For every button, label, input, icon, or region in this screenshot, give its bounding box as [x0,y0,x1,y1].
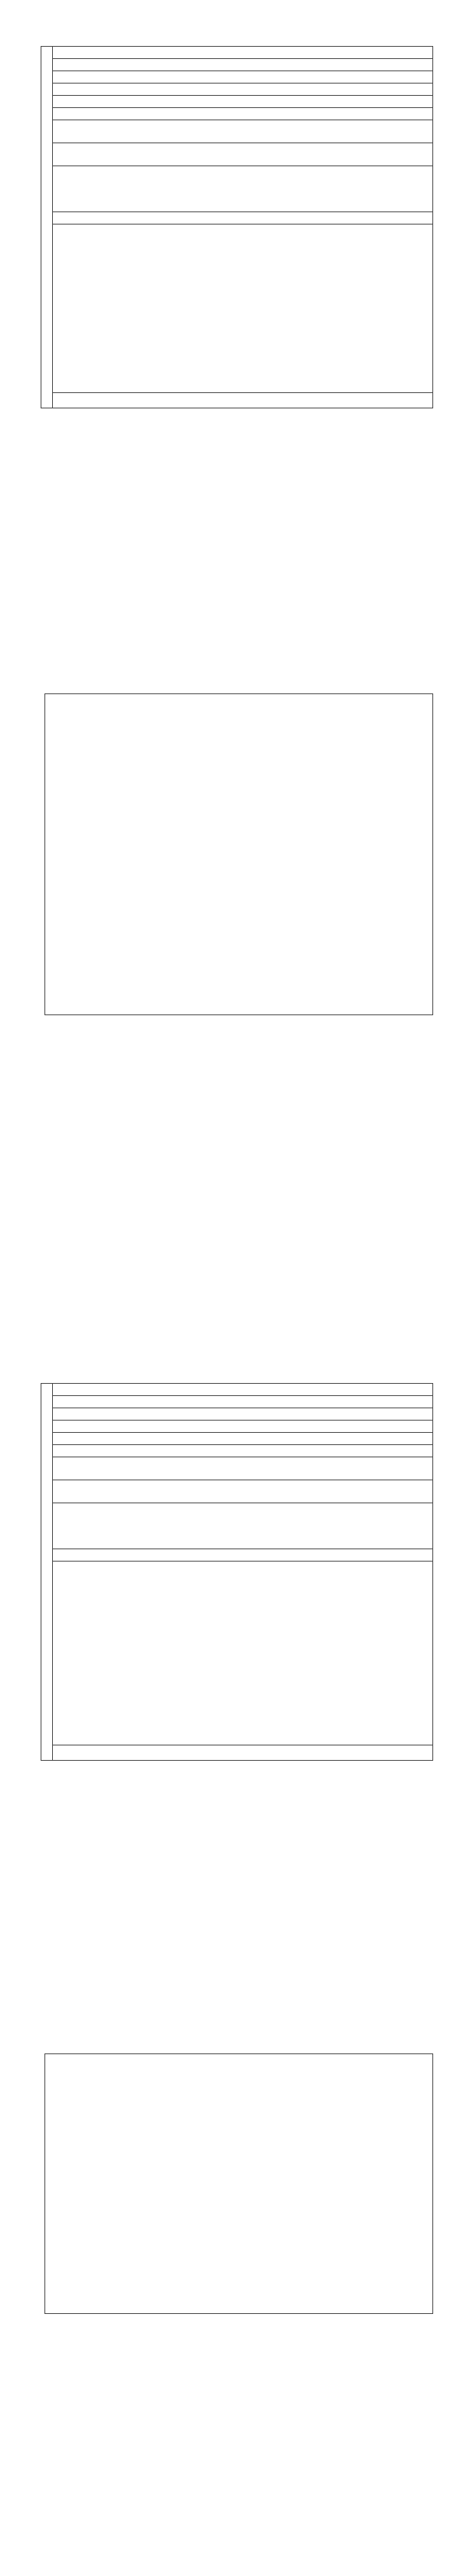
project-intro-blank [53,1562,433,1745]
program-special-field [53,71,433,84]
project-description-box [44,2053,433,2314]
fundraising-field [53,59,433,71]
row-sequence-number [41,47,53,408]
report-page-2 [0,1287,460,2576]
project-intro-label [53,212,433,224]
service-regions-field [53,166,433,212]
expenditure-field [53,1433,433,1445]
project-name-field [53,1384,433,1396]
report-page-1 [0,0,460,1287]
service-objects-field [53,120,433,143]
service-areas-field [53,143,433,166]
operation-mode-field [53,108,433,120]
project-intro-blank-lower [53,1745,433,1761]
income-field [53,84,433,96]
project-form-table [41,46,433,408]
project-intro-label [53,1549,433,1562]
expenditure-field [53,96,433,108]
row-sequence-number [41,1384,53,1761]
project-form-table [41,1383,433,1761]
service-areas-field [53,1480,433,1503]
fundraising-field [53,1396,433,1408]
service-objects-field [53,1457,433,1480]
program-special-field [53,1408,433,1421]
project-description-box [44,693,433,1015]
project-intro-blank [53,224,433,393]
project-name-field [53,47,433,59]
project-intro-blank-lower [53,393,433,408]
income-field [53,1421,433,1433]
service-regions-field [53,1503,433,1549]
operation-mode-field [53,1445,433,1457]
